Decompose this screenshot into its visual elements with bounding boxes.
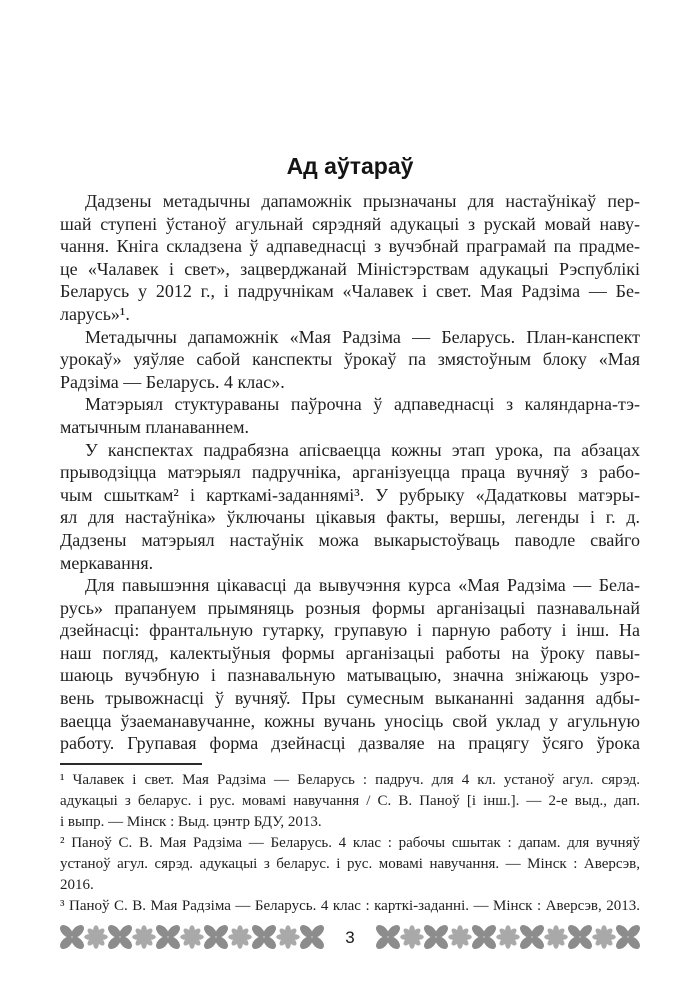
footnote (60, 833, 640, 896)
text-line: русь» прапануем прымяняць розныя формы арганізацыі пазнавальнай (60, 597, 640, 618)
text-line: чым сшыткам² і карткамі-заданнямі³. У рубрыку «Дадатковы матэры- (60, 484, 640, 505)
text-line: Беларусь у 2012 г., і падручнікам «Чалавек і свет. Мая Радзіма — Бе- (60, 281, 640, 302)
ornament-right (376, 925, 640, 949)
cross-ornament-icon (424, 925, 448, 949)
cross-ornament-icon (60, 925, 84, 949)
cross-ornament-icon (108, 925, 132, 949)
flower-ornament-icon (84, 925, 108, 949)
paragraph (60, 190, 640, 326)
flower-ornament-icon (496, 925, 520, 949)
text-line: Радзіма — Беларусь. 4 клас». (60, 371, 285, 392)
text-line: вень трывожнасці ў вучняў. Пры сумесным выкананні задання адбы- (60, 688, 640, 709)
text-line: чання. Кніга складзена ў адпаведнасці з вучэбнай праграмай па прадме- (60, 236, 640, 257)
page-title: Ад аўтараў (286, 153, 414, 179)
text-line: це «Чалавек і свет», зацверджанай Міністэрствам адукацыі Рэспублікі (60, 258, 640, 279)
flower-ornament-icon (132, 925, 156, 949)
flower-ornament-icon (228, 925, 252, 949)
text-line: ларусь»¹. (60, 303, 130, 324)
text-line: шаюць вучэбную і пазнавальную матывацыю, значна зніжаюць узро- (60, 665, 640, 686)
cross-ornament-icon (520, 925, 544, 949)
cross-ornament-icon (156, 925, 180, 949)
footnote (60, 770, 640, 833)
text-line: Дадзены матэрыял настаўнік можа выкарыстоўваць паводле свайго (60, 529, 640, 550)
flower-ornament-icon (180, 925, 204, 949)
text-line: Метадычны дапаможнік «Мая Радзіма — Беларусь. План-канспект (85, 326, 640, 347)
text-line: урокаў» уяўляе сабой канспекты ўрокаў па змястоўным блоку «Мая (60, 349, 640, 370)
flower-ornament-icon (592, 925, 616, 949)
cross-ornament-icon (568, 925, 592, 949)
text-line: шай ступені ўстаноў агульнай сярэдняй адукацыі з рускай мовай наву- (60, 213, 640, 234)
cross-ornament-icon (204, 925, 228, 949)
cross-ornament-icon (376, 925, 400, 949)
page-number: 3 (345, 927, 355, 947)
text-line: і выпр. — Мінск : Выд. цэнтр БДУ, 2013. (60, 813, 322, 830)
text-line: работу. Групавая форма дзейнасці дазваляе на працягу ўсяго ўрока (60, 733, 640, 754)
footnotes (60, 770, 640, 917)
text-line: Для павышэння цікавасці да вывучэння курса «Мая Радзіма — Бела- (85, 575, 640, 596)
cross-ornament-icon (472, 925, 496, 949)
footnote-separator (60, 763, 202, 765)
flower-ornament-icon (544, 925, 568, 949)
text-line: Матэрыял стуктураваны паўрочна ў адпаведнасці з каляндарна-тэ- (85, 394, 640, 415)
page-footer (60, 924, 640, 951)
cross-ornament-icon (252, 925, 276, 949)
text-line: ваецца ўзаеманавучанне, кожны вучань уносіць свой уклад у агульную (60, 710, 640, 731)
text-line: ял для настаўніка» ўключаны цікавыя факты, вершы, легенды і г. д. (60, 507, 640, 528)
ornament-left (60, 925, 324, 949)
flower-ornament-icon (448, 925, 472, 949)
text-line: прыводзіцца матэрыял падручніка, арганізуецца праца вучняў з рабо- (60, 462, 640, 483)
paragraph (60, 574, 640, 755)
text-line: матычным планаваннем. (60, 416, 250, 437)
text-line: наш погляд, калектыўныя формы арганізацыі работы на ўроку павы- (60, 642, 640, 663)
text-line: ³ Паноў С. В. Мая Радзіма — Беларусь. 4 клас : карткі-заданні. — Мінск : Аверсэв, 2013. (60, 897, 640, 914)
flower-ornament-icon (276, 925, 300, 949)
flower-ornament-icon (400, 925, 424, 949)
paragraph (60, 326, 640, 394)
body-text (60, 190, 640, 755)
text-line: адукацыі з беларус. і рус. мовамі навучання / С. В. Паноў [і інш.]. — 2-е выд., дап. (60, 792, 640, 809)
text-line: меркавання. (60, 552, 154, 573)
footnote (60, 896, 640, 917)
cross-ornament-icon (300, 925, 324, 949)
text-line: устаноў агул. сярэд. адукацыі з беларус. і рус. мовамі навучання. — Мінск : Аверсэв, (60, 855, 640, 872)
text-line: ² Паноў С. В. Мая Радзіма — Беларусь. 4 клас : рабочы сшытак : дапам. для вучняў (60, 834, 640, 851)
cross-ornament-icon (616, 925, 640, 949)
text-line: Дадзены метадычны дапаможнік прызначаны для настаўнікаў пер- (85, 191, 640, 211)
text-line: ¹ Чалавек і свет. Мая Радзіма — Беларусь : падруч. для 4 кл. устаноў агул. сярэд. (60, 771, 640, 788)
text-line: 2016. (60, 876, 94, 893)
paragraph (60, 393, 640, 438)
text-line: дзейнасці: франтальную гутарку, групавую і парную работу і інш. На (60, 620, 640, 641)
text-line: У канспектах падрабязна апісваецца кожны этап урока, па абзацах (85, 439, 640, 460)
page-content (60, 0, 640, 951)
paragraph (60, 439, 640, 575)
